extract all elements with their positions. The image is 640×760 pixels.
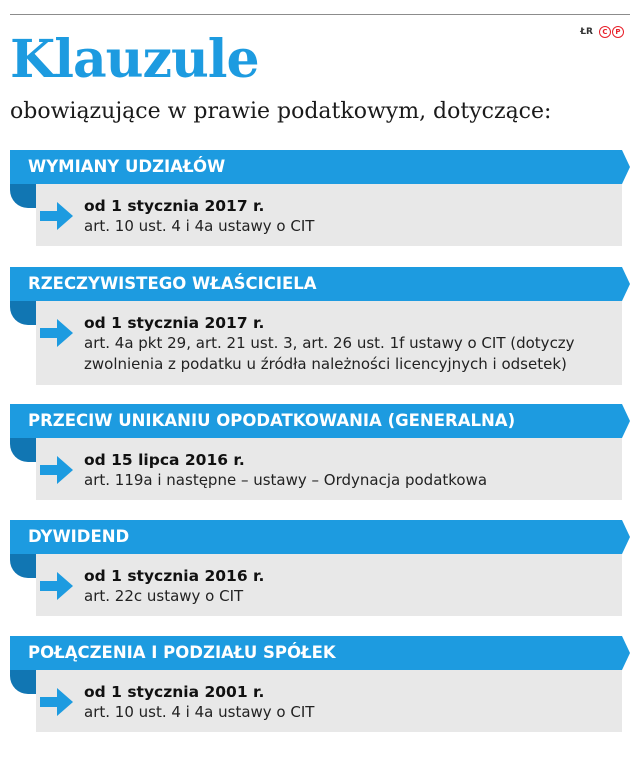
- logo-letter-c: C: [599, 26, 611, 38]
- section-title: WYMIANY UDZIAŁÓW: [28, 157, 226, 176]
- section-body: [36, 554, 622, 616]
- clause-section: [10, 267, 630, 385]
- header-fold: [10, 670, 36, 694]
- legal-reference: art. 22c ustawy o CIT: [84, 587, 244, 605]
- section-body: [36, 670, 622, 732]
- arrow-right-icon: [40, 570, 74, 602]
- page-title: Klauzule: [10, 29, 259, 90]
- section-title: POŁĄCZENIA I PODZIAŁU SPÓŁEK: [28, 643, 336, 662]
- effective-date: od 1 stycznia 2017 r.: [84, 314, 265, 332]
- clause-section: [10, 150, 630, 246]
- arrow-right-icon: [40, 317, 74, 349]
- header-fold: [10, 184, 36, 208]
- section-body: [36, 301, 622, 385]
- clause-section: [10, 404, 630, 500]
- effective-date: od 15 lipca 2016 r.: [84, 451, 245, 469]
- publisher-logo: [599, 26, 624, 38]
- legal-reference: art. 10 ust. 4 i 4a ustawy o CIT: [84, 703, 315, 721]
- section-title: PRZECIW UNIKANIU OPODATKOWANIA (GENERALNA): [28, 411, 516, 430]
- clause-section: [10, 520, 630, 616]
- top-rule: [10, 14, 630, 15]
- section-title: RZECZYWISTEGO WŁAŚCICIELA: [28, 274, 317, 293]
- legal-reference: art. 119a i następne – ustawy – Ordynacja podatkowa: [84, 471, 488, 489]
- arrow-right-icon: [40, 200, 74, 232]
- author-initials: ŁR: [580, 27, 593, 37]
- effective-date: od 1 stycznia 2017 r.: [84, 197, 265, 215]
- section-header: [10, 520, 630, 554]
- section-title: DYWIDEND: [28, 527, 130, 546]
- header-fold: [10, 554, 36, 578]
- section-header: [10, 404, 630, 438]
- effective-date: od 1 stycznia 2016 r.: [84, 567, 265, 585]
- legal-reference: art. 10 ust. 4 i 4a ustawy o CIT: [84, 217, 315, 235]
- clause-section: [10, 636, 630, 732]
- arrow-right-icon: [40, 454, 74, 486]
- arrow-right-icon: [40, 686, 74, 718]
- page-subtitle: obowiązujące w prawie podatkowym, dotyczące:: [10, 99, 552, 124]
- section-header: [10, 150, 630, 184]
- section-header: [10, 636, 630, 670]
- logo-letter-p: P: [612, 26, 624, 38]
- section-header: [10, 267, 630, 301]
- header-fold: [10, 438, 36, 462]
- section-body: [36, 184, 622, 246]
- header-fold: [10, 301, 36, 325]
- legal-reference: art. 4a pkt 29, art. 21 ust. 3, art. 26 ust. 1f ustawy o CIT (dotyczy zwolnienia z podatku u źródła należności licencyjnych i odsetek): [84, 334, 575, 373]
- credit: [580, 26, 624, 38]
- effective-date: od 1 stycznia 2001 r.: [84, 683, 265, 701]
- section-body: [36, 438, 622, 500]
